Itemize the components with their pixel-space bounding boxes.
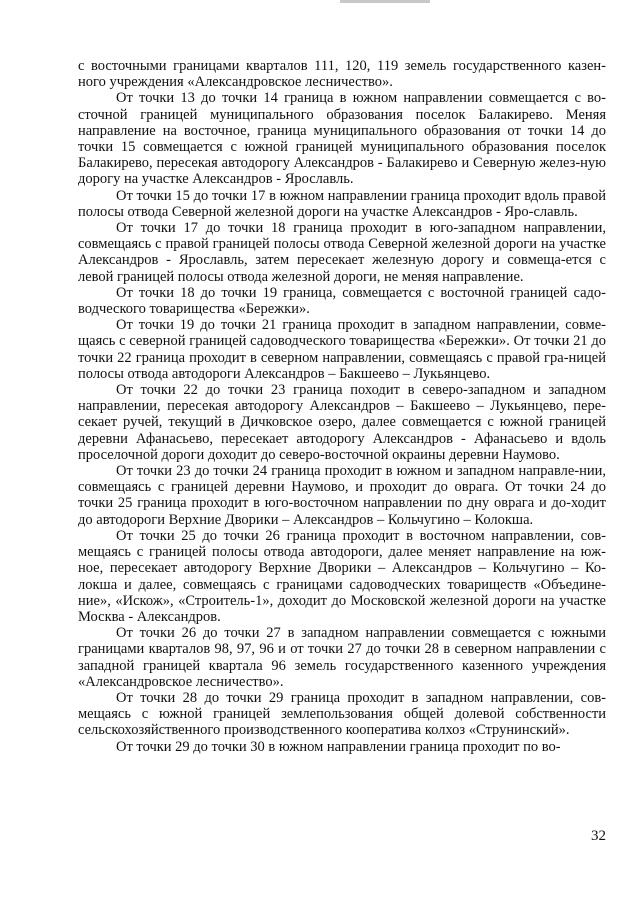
paragraph: От точки 18 до точки 19 граница, совмещается с восточной границей садо-водческого товарищества «Бережки». — [78, 284, 606, 318]
paragraph: От точки 13 до точки 14 граница в южном направлении совмещается с во-сточной границей муниципального образования поселок Балакирево. Меняя направление на восточное, граница муниципального образования от точки 14 до точки 15 совмещается с южной границей муниципального образования поселок Балакирево, пересекая автодорогу Александров - Балакирево и Северную желез-ную дорогу на участке Александров - Ярославль. — [78, 90, 606, 188]
paragraph: От точки 23 до точки 24 граница проходит в южном и западном направле-нии, совмещаясь с границей деревни Наумово, и проходит до оврага. От точки 24 до точки 25 граница проходит в юго-восточном направлении по дну оврага и до-ходит до автодороги Верхние Дворики – Александров – Кольчугино – Колокша. — [78, 463, 606, 528]
paragraph: От точки 25 до точки 26 граница проходит в восточном направлении, сов-мещаясь с границей полосы отвода автодороги, далее меняет направление на юж-ное, пересекает автодорогу Верхние Дворики – Александров – Кольчугино – Ко-локша и далее, совмещаясь с границами садоводческих товариществ «Объедине-ние», «Искож», «Строитель-1», доходит до Московской железной дороги на участке Москва - Александров. — [78, 527, 606, 625]
paragraph: От точки 17 до точки 18 граница проходит в юго-западном направлении, совмещаясь с правой границей полосы отвода Северной железной дороги на участке Александров - Ярославль, затем пересекает железную дорогу и совмеща-ется с левой границей полосы отвода железной дороги, не меняя направление. — [78, 220, 606, 285]
paragraph: От точки 19 до точки 21 граница проходит в западном направлении, совме-щаясь с северной границей садоводческого товарищества «Бережки». От точки 21 до точки 22 граница проходит в северном направлении, совмещаясь с правой гра-ницей полосы отвода автодороги Александров – Бакшеево – Лукьянцево. — [78, 317, 606, 382]
paragraph: с восточными границами кварталов 111, 120, 119 земель государственного казен-ного учреждения «Александровское лесничество». — [78, 58, 606, 91]
paragraph: От точки 15 до точки 17 в южном направлении граница проходит вдоль правой полосы отвода Северной железной дороги на участке Александров - Яро-славль. — [78, 187, 606, 220]
page-number: 32 — [591, 828, 606, 844]
paragraph: От точки 28 до точки 29 граница проходит в западном направлении, сов-мещаясь с южной границей землепользования общей долевой собственности сельскохозяйственного производственного кооператива колхоз «Струнинский». — [78, 689, 606, 739]
paragraph: От точки 26 до точки 27 в западном направлении совмещается с южными границами кварталов 98, 97, 96 и от точки 27 до точки 28 в северном направлении с западной границей квартала 96 земель государственного казенного учреждения «Александровское лесничество». — [78, 625, 606, 690]
document-body — [78, 58, 606, 755]
scan-edge-mark — [340, 0, 430, 3]
paragraph: От точки 22 до точки 23 граница походит в северо-западном и западном направлении, пересекая автодорогу Александров – Бакшеево – Лукьянцево, пере-секает ручей, текущий в Дичковское озеро, далее совмещается с южной границей деревни Афанасьево, пересекает автодорогу Александров - Афанасьево и вдоль проселочной дороги доходит до северо-восточной окраины деревни Наумово. — [78, 382, 606, 463]
paragraph: От точки 29 до точки 30 в южном направлении граница проходит по во- — [116, 738, 561, 755]
